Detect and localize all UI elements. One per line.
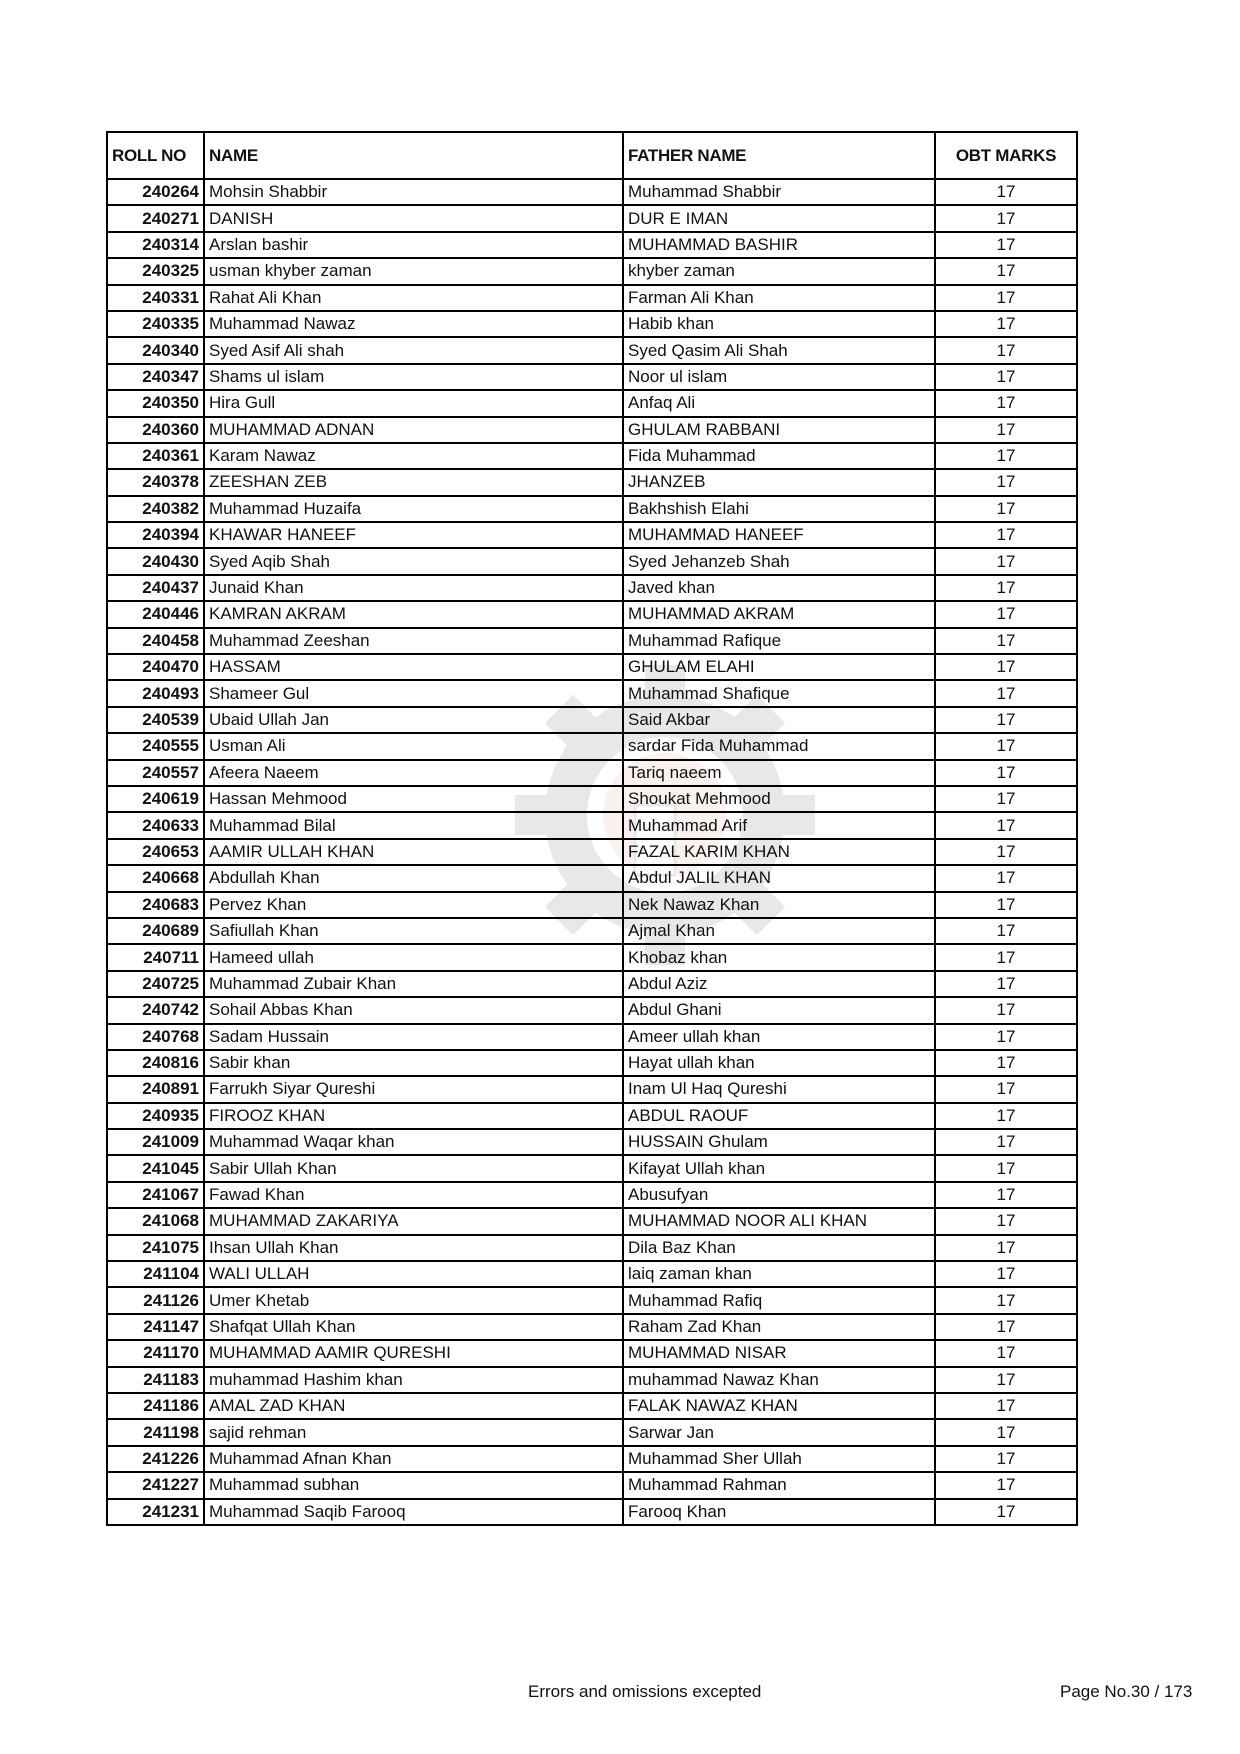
name-cell: sajid rehman xyxy=(204,1419,623,1445)
name-cell: Safiullah Khan xyxy=(204,918,623,944)
roll-no-cell: 240446 xyxy=(107,601,204,627)
obt-marks-cell: 17 xyxy=(935,1393,1077,1419)
father-name-cell: Muhammad Rafique xyxy=(623,628,935,654)
table-row xyxy=(107,417,1077,443)
header-obt-marks: OBT MARKS xyxy=(935,132,1077,179)
roll-no-cell: 241045 xyxy=(107,1155,204,1181)
roll-no-cell: 240742 xyxy=(107,997,204,1023)
father-name-cell: MUHAMMAD BASHIR xyxy=(623,232,935,258)
obt-marks-cell: 17 xyxy=(935,417,1077,443)
table-row xyxy=(107,1314,1077,1340)
roll-no-cell: 241009 xyxy=(107,1129,204,1155)
roll-no-cell: 241227 xyxy=(107,1472,204,1498)
name-cell: usman khyber zaman xyxy=(204,258,623,284)
roll-no-cell: 241075 xyxy=(107,1235,204,1261)
header-name: NAME xyxy=(204,132,623,179)
obt-marks-cell: 17 xyxy=(935,522,1077,548)
obt-marks-cell: 17 xyxy=(935,1024,1077,1050)
roll-no-cell: 241126 xyxy=(107,1287,204,1313)
father-name-cell: Hayat ullah khan xyxy=(623,1050,935,1076)
name-cell: Sabir Ullah Khan xyxy=(204,1155,623,1181)
obt-marks-cell: 17 xyxy=(935,179,1077,205)
father-name-cell: Noor ul islam xyxy=(623,364,935,390)
obt-marks-cell: 17 xyxy=(935,311,1077,337)
name-cell: Junaid Khan xyxy=(204,575,623,601)
table-row xyxy=(107,1446,1077,1472)
father-name-cell: Bakhshish Elahi xyxy=(623,496,935,522)
obt-marks-cell: 17 xyxy=(935,1235,1077,1261)
obt-marks-cell: 17 xyxy=(935,760,1077,786)
obt-marks-cell: 17 xyxy=(935,1367,1077,1393)
roll-no-cell: 241226 xyxy=(107,1446,204,1472)
table-row xyxy=(107,205,1077,231)
father-name-cell: Said Akbar xyxy=(623,707,935,733)
name-cell: Muhammad Afnan Khan xyxy=(204,1446,623,1472)
name-cell: Ihsan Ullah Khan xyxy=(204,1235,623,1261)
name-cell: Syed Aqib Shah xyxy=(204,548,623,574)
table-row xyxy=(107,944,1077,970)
table-row xyxy=(107,1393,1077,1419)
roll-no-cell: 240619 xyxy=(107,786,204,812)
obt-marks-cell: 17 xyxy=(935,786,1077,812)
roll-no-cell: 241170 xyxy=(107,1340,204,1366)
roll-no-cell: 240430 xyxy=(107,548,204,574)
obt-marks-cell: 17 xyxy=(935,1314,1077,1340)
obt-marks-cell: 17 xyxy=(935,285,1077,311)
name-cell: Muhammad Saqib Farooq xyxy=(204,1499,623,1525)
roll-no-cell: 240539 xyxy=(107,707,204,733)
obt-marks-cell: 17 xyxy=(935,443,1077,469)
page-number: Page No.30 / 173 xyxy=(1060,1682,1193,1701)
name-cell: Farrukh Siyar Qureshi xyxy=(204,1076,623,1102)
father-name-cell: MUHAMMAD NOOR ALI KHAN xyxy=(623,1208,935,1234)
table-row xyxy=(107,680,1077,706)
obt-marks-cell: 17 xyxy=(935,390,1077,416)
father-name-cell: DUR E IMAN xyxy=(623,205,935,231)
obt-marks-cell: 17 xyxy=(935,1287,1077,1313)
table-row xyxy=(107,1103,1077,1129)
roll-no-cell: 240683 xyxy=(107,892,204,918)
table-row xyxy=(107,232,1077,258)
father-name-cell: Abdul Aziz xyxy=(623,971,935,997)
table-row xyxy=(107,971,1077,997)
father-name-cell: sardar Fida Muhammad xyxy=(623,733,935,759)
table-row xyxy=(107,997,1077,1023)
name-cell: MUHAMMAD ADNAN xyxy=(204,417,623,443)
table-row xyxy=(107,1367,1077,1393)
name-cell: WALI ULLAH xyxy=(204,1261,623,1287)
name-cell: MUHAMMAD AAMIR QURESHI xyxy=(204,1340,623,1366)
table-row xyxy=(107,575,1077,601)
roll-no-cell: 240816 xyxy=(107,1050,204,1076)
name-cell: KAMRAN AKRAM xyxy=(204,601,623,627)
father-name-cell: FAZAL KARIM KHAN xyxy=(623,839,935,865)
roll-no-cell: 241198 xyxy=(107,1419,204,1445)
father-name-cell: FALAK NAWAZ KHAN xyxy=(623,1393,935,1419)
name-cell: Syed Asif Ali shah xyxy=(204,337,623,363)
results-table xyxy=(106,131,1078,1526)
name-cell: KHAWAR HANEEF xyxy=(204,522,623,548)
obt-marks-cell: 17 xyxy=(935,1446,1077,1472)
table-row xyxy=(107,469,1077,495)
roll-no-cell: 240340 xyxy=(107,337,204,363)
obt-marks-cell: 17 xyxy=(935,1076,1077,1102)
header-row xyxy=(107,132,1077,179)
father-name-cell: GHULAM RABBANI xyxy=(623,417,935,443)
name-cell: Abdullah Khan xyxy=(204,865,623,891)
father-name-cell: khyber zaman xyxy=(623,258,935,284)
table-row xyxy=(107,1076,1077,1102)
father-name-cell: Javed khan xyxy=(623,575,935,601)
father-name-cell: Raham Zad Khan xyxy=(623,1314,935,1340)
table-row xyxy=(107,628,1077,654)
father-name-cell: Muhammad Arif xyxy=(623,812,935,838)
roll-no-cell: 240382 xyxy=(107,496,204,522)
name-cell: muhammad Hashim khan xyxy=(204,1367,623,1393)
obt-marks-cell: 17 xyxy=(935,1472,1077,1498)
table-row xyxy=(107,1050,1077,1076)
father-name-cell: ABDUL RAOUF xyxy=(623,1103,935,1129)
name-cell: Hameed ullah xyxy=(204,944,623,970)
name-cell: DANISH xyxy=(204,205,623,231)
roll-no-cell: 240347 xyxy=(107,364,204,390)
name-cell: Arslan bashir xyxy=(204,232,623,258)
roll-no-cell: 241067 xyxy=(107,1182,204,1208)
father-name-cell: HUSSAIN Ghulam xyxy=(623,1129,935,1155)
table-row xyxy=(107,364,1077,390)
roll-no-cell: 240271 xyxy=(107,205,204,231)
obt-marks-cell: 17 xyxy=(935,733,1077,759)
table-row xyxy=(107,918,1077,944)
obt-marks-cell: 17 xyxy=(935,469,1077,495)
obt-marks-cell: 17 xyxy=(935,865,1077,891)
roll-no-cell: 241231 xyxy=(107,1499,204,1525)
name-cell: Hassan Mehmood xyxy=(204,786,623,812)
roll-no-cell: 240314 xyxy=(107,232,204,258)
table-row xyxy=(107,390,1077,416)
table-row xyxy=(107,548,1077,574)
table-row xyxy=(107,285,1077,311)
roll-no-cell: 241186 xyxy=(107,1393,204,1419)
father-name-cell: Abdul JALIL KHAN xyxy=(623,865,935,891)
name-cell: Umer Khetab xyxy=(204,1287,623,1313)
name-cell: Rahat Ali Khan xyxy=(204,285,623,311)
obt-marks-cell: 17 xyxy=(935,1499,1077,1525)
father-name-cell: Khobaz khan xyxy=(623,944,935,970)
roll-no-cell: 240725 xyxy=(107,971,204,997)
father-name-cell: Habib khan xyxy=(623,311,935,337)
roll-no-cell: 240458 xyxy=(107,628,204,654)
obt-marks-cell: 17 xyxy=(935,1419,1077,1445)
table-row xyxy=(107,733,1077,759)
table-row xyxy=(107,258,1077,284)
name-cell: Muhammad subhan xyxy=(204,1472,623,1498)
obt-marks-cell: 17 xyxy=(935,997,1077,1023)
name-cell: Muhammad Huzaifa xyxy=(204,496,623,522)
name-cell: AAMIR ULLAH KHAN xyxy=(204,839,623,865)
father-name-cell: Muhammad Rahman xyxy=(623,1472,935,1498)
roll-no-cell: 240891 xyxy=(107,1076,204,1102)
roll-no-cell: 240360 xyxy=(107,417,204,443)
obt-marks-cell: 17 xyxy=(935,205,1077,231)
table-row xyxy=(107,1472,1077,1498)
obt-marks-cell: 17 xyxy=(935,364,1077,390)
table-row xyxy=(107,760,1077,786)
name-cell: Hira Gull xyxy=(204,390,623,416)
obt-marks-cell: 17 xyxy=(935,654,1077,680)
roll-no-cell: 240394 xyxy=(107,522,204,548)
table-row xyxy=(107,496,1077,522)
name-cell: Muhammad Zeeshan xyxy=(204,628,623,654)
roll-no-cell: 240437 xyxy=(107,575,204,601)
roll-no-cell: 240555 xyxy=(107,733,204,759)
obt-marks-cell: 17 xyxy=(935,548,1077,574)
table-row xyxy=(107,601,1077,627)
obt-marks-cell: 17 xyxy=(935,1050,1077,1076)
obt-marks-cell: 17 xyxy=(935,258,1077,284)
name-cell: Shafqat Ullah Khan xyxy=(204,1314,623,1340)
father-name-cell: Tariq naeem xyxy=(623,760,935,786)
roll-no-cell: 240361 xyxy=(107,443,204,469)
name-cell: Fawad Khan xyxy=(204,1182,623,1208)
father-name-cell: Anfaq Ali xyxy=(623,390,935,416)
name-cell: Shams ul islam xyxy=(204,364,623,390)
father-name-cell: Farman Ali Khan xyxy=(623,285,935,311)
obt-marks-cell: 17 xyxy=(935,1208,1077,1234)
obt-marks-cell: 17 xyxy=(935,628,1077,654)
father-name-cell: Ajmal Khan xyxy=(623,918,935,944)
obt-marks-cell: 17 xyxy=(935,575,1077,601)
table-row xyxy=(107,1208,1077,1234)
name-cell: AMAL ZAD KHAN xyxy=(204,1393,623,1419)
obt-marks-cell: 17 xyxy=(935,707,1077,733)
table-row xyxy=(107,443,1077,469)
header-roll-no: ROLL NO xyxy=(107,132,204,179)
table-row xyxy=(107,1499,1077,1525)
header-father-name: FATHER NAME xyxy=(623,132,935,179)
obt-marks-cell: 17 xyxy=(935,812,1077,838)
father-name-cell: Abusufyan xyxy=(623,1182,935,1208)
roll-no-cell: 241068 xyxy=(107,1208,204,1234)
obt-marks-cell: 17 xyxy=(935,1129,1077,1155)
name-cell: Muhammad Bilal xyxy=(204,812,623,838)
roll-no-cell: 240350 xyxy=(107,390,204,416)
roll-no-cell: 240711 xyxy=(107,944,204,970)
obt-marks-cell: 17 xyxy=(935,892,1077,918)
table-row xyxy=(107,786,1077,812)
father-name-cell: Ameer ullah khan xyxy=(623,1024,935,1050)
obt-marks-cell: 17 xyxy=(935,1103,1077,1129)
name-cell: Muhammad Nawaz xyxy=(204,311,623,337)
table-row xyxy=(107,1129,1077,1155)
table-row xyxy=(107,839,1077,865)
obt-marks-cell: 17 xyxy=(935,839,1077,865)
father-name-cell: Muhammad Rafiq xyxy=(623,1287,935,1313)
obt-marks-cell: 17 xyxy=(935,918,1077,944)
table-row xyxy=(107,892,1077,918)
roll-no-cell: 240557 xyxy=(107,760,204,786)
roll-no-cell: 240653 xyxy=(107,839,204,865)
table-row xyxy=(107,1155,1077,1181)
roll-no-cell: 240264 xyxy=(107,179,204,205)
father-name-cell: Syed Jehanzeb Shah xyxy=(623,548,935,574)
father-name-cell: muhammad Nawaz Khan xyxy=(623,1367,935,1393)
roll-no-cell: 240470 xyxy=(107,654,204,680)
roll-no-cell: 240335 xyxy=(107,311,204,337)
footer-note: Errors and omissions excepted xyxy=(528,1682,762,1701)
father-name-cell: Inam Ul Haq Qureshi xyxy=(623,1076,935,1102)
table-row xyxy=(107,1182,1077,1208)
roll-no-cell: 240493 xyxy=(107,680,204,706)
table-row xyxy=(107,337,1077,363)
obt-marks-cell: 17 xyxy=(935,971,1077,997)
roll-no-cell: 240378 xyxy=(107,469,204,495)
name-cell: Shameer Gul xyxy=(204,680,623,706)
father-name-cell: Kifayat Ullah khan xyxy=(623,1155,935,1181)
table-row xyxy=(107,522,1077,548)
roll-no-cell: 240935 xyxy=(107,1103,204,1129)
roll-no-cell: 240689 xyxy=(107,918,204,944)
obt-marks-cell: 17 xyxy=(935,496,1077,522)
table-row xyxy=(107,1340,1077,1366)
father-name-cell: MUHAMMAD AKRAM xyxy=(623,601,935,627)
father-name-cell: Sarwar Jan xyxy=(623,1419,935,1445)
name-cell: Sadam Hussain xyxy=(204,1024,623,1050)
name-cell: Sabir khan xyxy=(204,1050,623,1076)
obt-marks-cell: 17 xyxy=(935,1340,1077,1366)
father-name-cell: Fida Muhammad xyxy=(623,443,935,469)
table-row xyxy=(107,812,1077,838)
table-row xyxy=(107,179,1077,205)
father-name-cell: GHULAM ELAHI xyxy=(623,654,935,680)
name-cell: Pervez Khan xyxy=(204,892,623,918)
father-name-cell: Abdul Ghani xyxy=(623,997,935,1023)
name-cell: Sohail Abbas Khan xyxy=(204,997,623,1023)
father-name-cell: Muhammad Sher Ullah xyxy=(623,1446,935,1472)
roll-no-cell: 240325 xyxy=(107,258,204,284)
roll-no-cell: 241183 xyxy=(107,1367,204,1393)
father-name-cell: Nek Nawaz Khan xyxy=(623,892,935,918)
father-name-cell: laiq zaman khan xyxy=(623,1261,935,1287)
table-row xyxy=(107,1419,1077,1445)
father-name-cell: Muhammad Shabbir xyxy=(623,179,935,205)
name-cell: Ubaid Ullah Jan xyxy=(204,707,623,733)
obt-marks-cell: 17 xyxy=(935,232,1077,258)
father-name-cell: Farooq Khan xyxy=(623,1499,935,1525)
obt-marks-cell: 17 xyxy=(935,1155,1077,1181)
name-cell: ZEESHAN ZEB xyxy=(204,469,623,495)
father-name-cell: Muhammad Shafique xyxy=(623,680,935,706)
father-name-cell: Dila Baz Khan xyxy=(623,1235,935,1261)
father-name-cell: Syed Qasim Ali Shah xyxy=(623,337,935,363)
obt-marks-cell: 17 xyxy=(935,1182,1077,1208)
father-name-cell: JHANZEB xyxy=(623,469,935,495)
father-name-cell: Shoukat Mehmood xyxy=(623,786,935,812)
table-row xyxy=(107,1024,1077,1050)
obt-marks-cell: 17 xyxy=(935,944,1077,970)
roll-no-cell: 240768 xyxy=(107,1024,204,1050)
father-name-cell: MUHAMMAD NISAR xyxy=(623,1340,935,1366)
name-cell: Muhammad Zubair Khan xyxy=(204,971,623,997)
name-cell: FIROOZ KHAN xyxy=(204,1103,623,1129)
roll-no-cell: 240331 xyxy=(107,285,204,311)
roll-no-cell: 240633 xyxy=(107,812,204,838)
father-name-cell: MUHAMMAD HANEEF xyxy=(623,522,935,548)
name-cell: MUHAMMAD ZAKARIYA xyxy=(204,1208,623,1234)
roll-no-cell: 241147 xyxy=(107,1314,204,1340)
name-cell: Karam Nawaz xyxy=(204,443,623,469)
table-row xyxy=(107,1261,1077,1287)
table-row xyxy=(107,707,1077,733)
name-cell: HASSAM xyxy=(204,654,623,680)
name-cell: Afeera Naeem xyxy=(204,760,623,786)
table-row xyxy=(107,311,1077,337)
table-row xyxy=(107,1235,1077,1261)
roll-no-cell: 241104 xyxy=(107,1261,204,1287)
obt-marks-cell: 17 xyxy=(935,1261,1077,1287)
table-row xyxy=(107,865,1077,891)
obt-marks-cell: 17 xyxy=(935,601,1077,627)
name-cell: Mohsin Shabbir xyxy=(204,179,623,205)
name-cell: Muhammad Waqar khan xyxy=(204,1129,623,1155)
roll-no-cell: 240668 xyxy=(107,865,204,891)
table-row xyxy=(107,654,1077,680)
table-row xyxy=(107,1287,1077,1313)
obt-marks-cell: 17 xyxy=(935,337,1077,363)
name-cell: Usman Ali xyxy=(204,733,623,759)
obt-marks-cell: 17 xyxy=(935,680,1077,706)
